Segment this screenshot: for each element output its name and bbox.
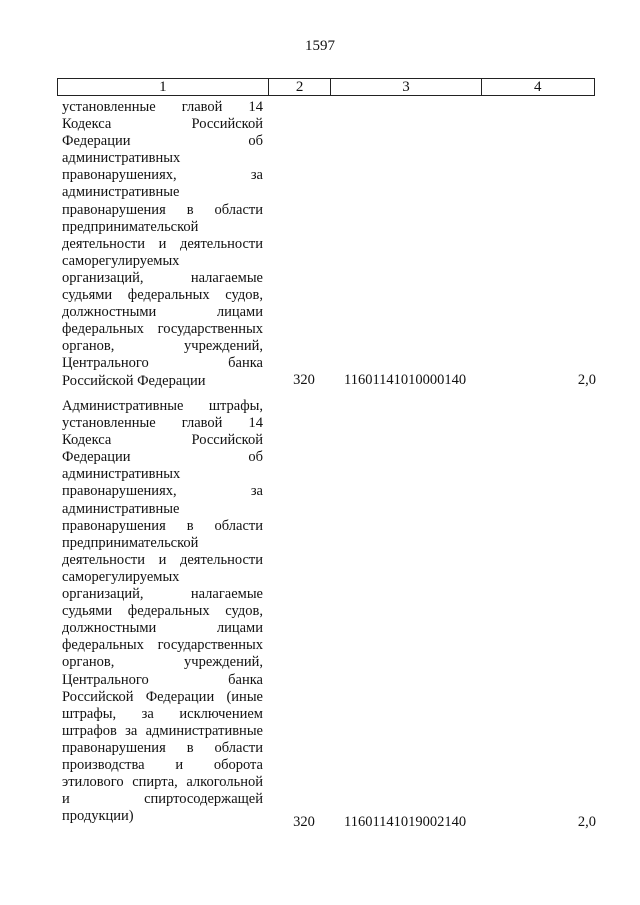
description-line: деятельности и деятельности xyxy=(62,551,263,568)
description-line: деятельности и деятельности xyxy=(62,235,263,252)
description-line: Кодекса Российской xyxy=(62,116,263,133)
description-line: органов, учреждений, xyxy=(62,654,263,671)
description-line: Кодекса Российской xyxy=(62,432,263,449)
description-line: Российской Федерации (иные xyxy=(62,688,263,705)
description-line: административные xyxy=(62,184,180,201)
description-line: установленные главой 14 xyxy=(62,99,263,115)
description-line: саморегулируемых xyxy=(62,252,180,269)
description-line: и спиртосодержащей xyxy=(62,791,263,808)
description-line: предпринимательской xyxy=(62,534,199,551)
description-line: органов, учреждений, xyxy=(62,338,263,355)
description-line: предпринимательской xyxy=(62,218,199,235)
description-line: установленные главой 14 xyxy=(62,415,263,432)
kbk-code: 11601141019002140 xyxy=(344,814,467,830)
description-line: федеральных государственных xyxy=(62,637,263,654)
description-line: Федерации об xyxy=(62,133,263,150)
description-line: административные xyxy=(62,500,180,517)
column-header-4: 4 xyxy=(481,79,594,96)
description-line: Центрального банка xyxy=(62,355,263,372)
kbk-code: 11601141010000140 xyxy=(344,372,467,388)
table-header xyxy=(57,78,595,96)
description-line: штрафы, за исключением xyxy=(62,705,263,722)
description-line: должностными лицами xyxy=(62,620,263,637)
description-line: административных xyxy=(62,150,181,167)
description-line: штрафов за административные xyxy=(62,722,263,739)
column-header-2: 2 xyxy=(268,79,331,96)
page-number: 1597 xyxy=(305,38,335,54)
admin-code: 320 xyxy=(293,814,315,830)
description-line: организаций, налагаемые xyxy=(62,269,263,286)
description-line: Административные штрафы, xyxy=(62,398,263,414)
description-line: правонарушениях, за xyxy=(62,483,263,500)
description-line: продукции) xyxy=(62,808,134,825)
amount: 2,0 xyxy=(577,814,596,830)
description-line: производства и оборота xyxy=(62,756,263,773)
column-header-3: 3 xyxy=(331,79,481,96)
description-line: правонарушения в области xyxy=(62,739,263,756)
description-line: правонарушениях, за xyxy=(62,167,263,184)
description-line: должностными лицами xyxy=(62,304,263,321)
admin-code: 320 xyxy=(293,372,315,388)
description-line: Российской Федерации xyxy=(62,372,206,389)
description-line: судьями федеральных судов, xyxy=(62,287,263,304)
row-description xyxy=(62,398,263,825)
amount: 2,0 xyxy=(577,372,596,388)
description-line: этилового спирта, алкогольной xyxy=(62,774,263,791)
description-line: федеральных государственных xyxy=(62,321,263,338)
description-line: судьями федеральных судов, xyxy=(62,603,263,620)
description-line: организаций, налагаемые xyxy=(62,586,263,603)
description-line: Центрального банка xyxy=(62,671,263,688)
column-header-1: 1 xyxy=(58,79,269,96)
description-line: саморегулируемых xyxy=(62,568,180,585)
description-line: административных xyxy=(62,466,181,483)
description-line: правонарушения в области xyxy=(62,201,263,218)
description-line: правонарушения в области xyxy=(62,517,263,534)
row-description xyxy=(62,99,263,390)
description-line: Федерации об xyxy=(62,449,263,466)
